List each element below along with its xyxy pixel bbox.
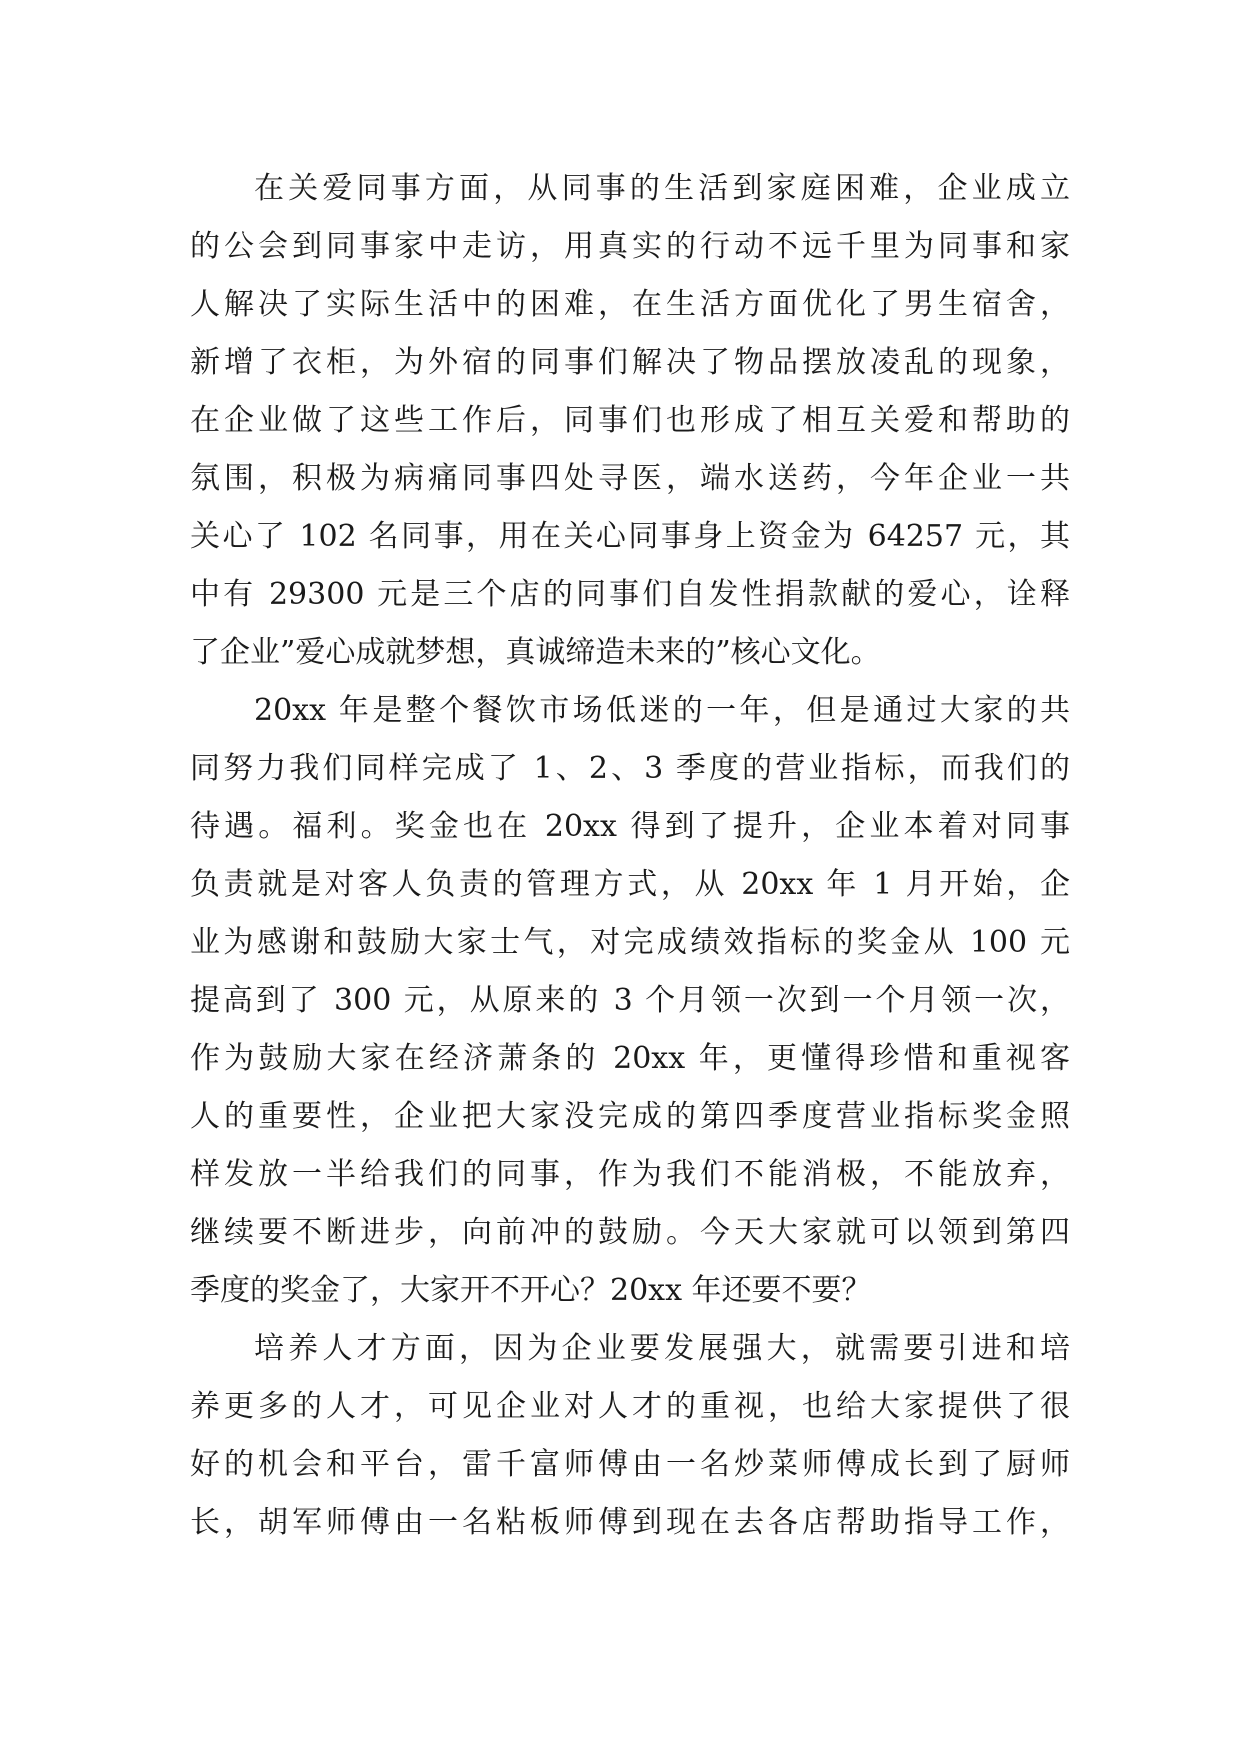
text-line: 养更多的人才，可见企业对人才的重视，也给大家提供了很 xyxy=(190,1389,1070,1424)
paragraph-talent-training xyxy=(190,1320,1070,1552)
text-line: 季度的奖金了，大家开不开心？20xx 年还要不要？ xyxy=(190,1273,872,1308)
text-line: 长，胡军师傅由一名粘板师傅到现在去各店帮助指导工作， xyxy=(190,1505,1070,1540)
text-line: 负责就是对客人负责的管理方式，从 20xx 年 1 月开始，企 xyxy=(190,867,1070,902)
text-line: 中有 29300 元是三个店的同事们自发性捐款献的爱心，诠释 xyxy=(190,577,1070,612)
paragraph-market-bonus xyxy=(190,682,1070,1320)
text-line: 新增了衣柜，为外宿的同事们解决了物品摆放凌乱的现象， xyxy=(190,345,1070,380)
text-line: 待遇。福利。奖金也在 20xx 得到了提升，企业本着对同事 xyxy=(190,809,1070,844)
text-line: 样发放一半给我们的同事，作为我们不能消极，不能放弃， xyxy=(190,1157,1070,1192)
text-line: 了企业”爱心成就梦想，真诚缔造未来的”核心文化。 xyxy=(190,635,881,670)
text-line: 关心了 102 名同事，用在关心同事身上资金为 64257 元，其 xyxy=(190,519,1070,554)
text-line: 培养人才方面，因为企业要发展强大，就需要引进和培 xyxy=(254,1331,1070,1366)
text-line: 人的重要性，企业把大家没完成的第四季度营业指标奖金照 xyxy=(190,1099,1070,1134)
text-line: 氛围，积极为病痛同事四处寻医，端水送药，今年企业一共 xyxy=(190,461,1070,496)
text-line: 的公会到同事家中走访，用真实的行动不远千里为同事和家 xyxy=(190,229,1070,264)
text-line: 20xx 年是整个餐饮市场低迷的一年，但是通过大家的共 xyxy=(254,693,1070,728)
text-line: 同努力我们同样完成了 1、2、3 季度的营业指标，而我们的 xyxy=(190,751,1070,786)
text-line: 好的机会和平台，雷千富师傅由一名炒菜师傅成长到了厨师 xyxy=(190,1447,1070,1482)
document-body xyxy=(190,160,1070,1552)
text-line: 提高到了 300 元，从原来的 3 个月领一次到一个月领一次， xyxy=(190,983,1070,1018)
text-line: 在企业做了这些工作后，同事们也形成了相互关爱和帮助的 xyxy=(190,403,1070,438)
text-line: 继续要不断进步，向前冲的鼓励。今天大家就可以领到第四 xyxy=(190,1215,1070,1250)
paragraph-care-colleagues xyxy=(190,160,1070,682)
text-line: 作为鼓励大家在经济萧条的 20xx 年，更懂得珍惜和重视客 xyxy=(190,1041,1070,1076)
text-line: 业为感谢和鼓励大家士气，对完成绩效指标的奖金从 100 元 xyxy=(190,925,1070,960)
text-line: 在关爱同事方面，从同事的生活到家庭困难，企业成立 xyxy=(254,171,1070,206)
text-line: 人解决了实际生活中的困难，在生活方面优化了男生宿舍， xyxy=(190,287,1070,322)
